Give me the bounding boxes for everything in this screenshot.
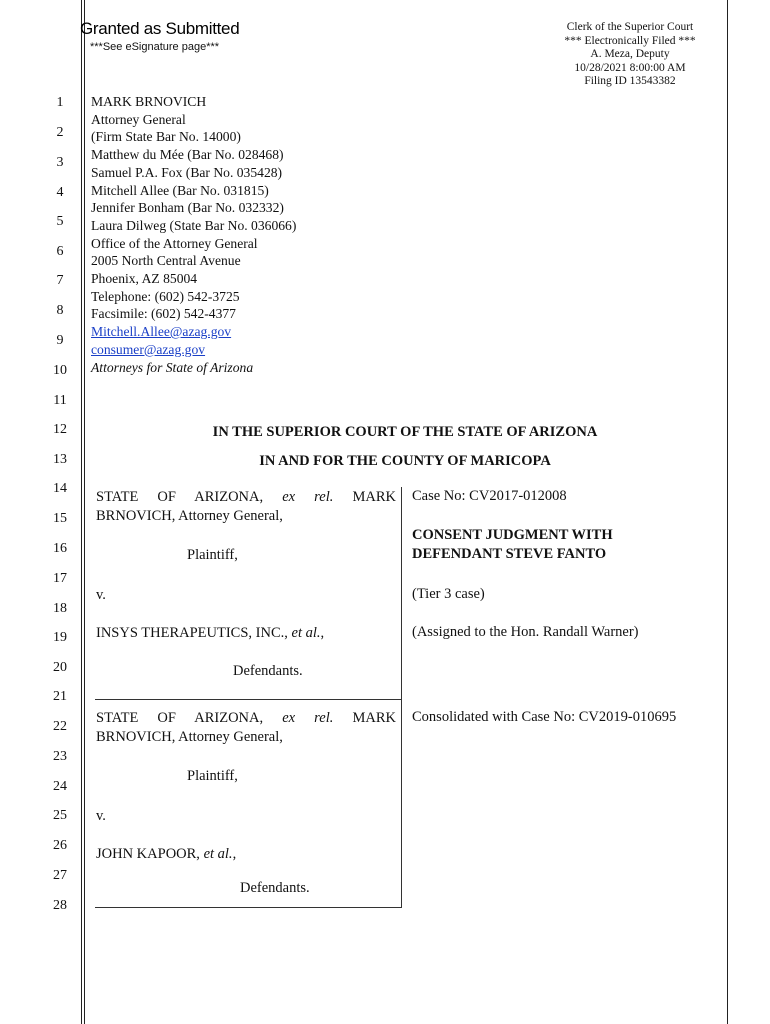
line-number: 14 xyxy=(53,481,67,496)
caption1-defendant: INSYS THERAPEUTICS, INC., et al., xyxy=(96,625,325,641)
attorney-entry: Mitchell Allee (Bar No. 031815) xyxy=(91,182,269,198)
line-number: 5 xyxy=(56,214,64,229)
attorney-entry: Matthew du Mée (Bar No. 028468) xyxy=(91,147,284,163)
line-number: 24 xyxy=(53,779,67,794)
clerk-filing-block xyxy=(540,21,720,89)
line-number: 18 xyxy=(53,601,67,616)
line-number: 16 xyxy=(53,541,67,556)
attorney-general-name: MARK BRNOVICH xyxy=(91,94,207,109)
caption-vertical-rule xyxy=(401,487,402,908)
line-number: 8 xyxy=(56,303,64,318)
county-heading: IN AND FOR THE COUNTY OF MARICOPA xyxy=(259,453,551,469)
deputy: A. Meza, Deputy xyxy=(590,48,670,60)
line-number: 19 xyxy=(53,630,67,645)
filed-date: 10/28/2021 8:00:00 AM xyxy=(574,61,686,74)
city-address: Phoenix, AZ 85004 xyxy=(91,271,198,287)
line-number: 26 xyxy=(53,838,67,853)
right-margin-rule xyxy=(727,0,728,1024)
office-name: Office of the Attorney General xyxy=(91,235,258,251)
caption1-versus: v. xyxy=(96,587,106,603)
firm-bar-number: (Firm State Bar No. 14000) xyxy=(91,129,241,145)
line-number: 15 xyxy=(53,511,67,526)
line-number: 2 xyxy=(56,125,64,140)
line-number: 12 xyxy=(53,422,67,437)
line-number: 13 xyxy=(53,452,67,467)
line-number: 11 xyxy=(53,393,67,408)
line-number: 23 xyxy=(53,749,67,764)
case-number: Case No: CV2017-012008 xyxy=(412,488,567,504)
caption-divider xyxy=(95,699,401,700)
consolidated-case: Consolidated with Case No: CV2019-010695 xyxy=(412,709,677,725)
caption2-defendant-label: Defendants. xyxy=(240,880,310,896)
caption1-plaintiff-label: Plaintiff, xyxy=(187,547,238,563)
attorney-entry: Samuel P.A. Fox (Bar No. 035428) xyxy=(91,164,283,180)
line-number: 6 xyxy=(56,244,64,259)
line-number: 20 xyxy=(53,660,67,675)
attorneys-for: Attorneys for State of Arizona xyxy=(91,359,254,375)
line-number: 4 xyxy=(56,185,64,200)
telephone: Telephone: (602) 542-3725 xyxy=(91,288,240,304)
document-title-line1: CONSENT JUDGMENT WITH xyxy=(412,527,613,543)
clerk-office: Clerk of the Superior Court xyxy=(566,21,694,33)
granted-stamp: Granted as Submitted xyxy=(80,19,240,38)
street-address: 2005 North Central Avenue xyxy=(91,253,241,269)
document-title-line2: DEFENDANT STEVE FANTO xyxy=(412,546,607,562)
attorney-header xyxy=(91,93,296,376)
line-number: 25 xyxy=(53,808,67,823)
email-link-consumer[interactable]: consumer@azag.gov xyxy=(91,341,206,357)
assigned-judge: (Assigned to the Hon. Randall Warner) xyxy=(412,624,639,640)
line-number: 3 xyxy=(56,155,64,170)
line-number: 28 xyxy=(53,898,67,913)
court-heading: IN THE SUPERIOR COURT OF THE STATE OF ARIZONA xyxy=(212,424,598,440)
caption1-plaintiff-line2: BRNOVICH, Attorney General, xyxy=(96,508,283,524)
caption-bottom-rule xyxy=(95,907,401,908)
attorney-entry: Jennifer Bonham (Bar No. 032332) xyxy=(91,200,284,216)
left-margin-rule-inner xyxy=(84,0,85,1024)
facsimile: Facsimile: (602) 542-4377 xyxy=(91,306,236,322)
line-number: 9 xyxy=(56,333,64,348)
email-link-allee[interactable]: Mitchell.Allee@azag.gov xyxy=(91,324,232,340)
caption2-plaintiff-line2: BRNOVICH, Attorney General, xyxy=(96,729,283,745)
line-number: 1 xyxy=(56,95,64,110)
tier: (Tier 3 case) xyxy=(412,586,485,602)
line-number: 21 xyxy=(53,689,67,704)
attorney-entry: Laura Dilweg (State Bar No. 036066) xyxy=(91,217,297,233)
left-margin-rule-outer xyxy=(81,0,82,1024)
line-number: 22 xyxy=(53,719,67,734)
filing-id: Filing ID 13543382 xyxy=(584,75,676,87)
caption2-plaintiff-line1: STATE OF ARIZONA, ex rel. MARK xyxy=(96,710,396,726)
line-number: 10 xyxy=(53,363,67,378)
filed-status: *** Electronically Filed *** xyxy=(564,34,696,47)
esignature-note: ***See eSignature page*** xyxy=(90,41,220,53)
caption2-plaintiff-label: Plaintiff, xyxy=(187,768,238,784)
attorney-general-title: Attorney General xyxy=(91,111,186,127)
line-number: 17 xyxy=(53,571,67,586)
caption1-defendant-label: Defendants. xyxy=(233,663,303,679)
line-number: 27 xyxy=(53,868,67,883)
caption1-plaintiff-line1: STATE OF ARIZONA, ex rel. MARK xyxy=(96,489,396,505)
line-number: 7 xyxy=(56,273,64,288)
caption2-defendant: JOHN KAPOOR, et al., xyxy=(96,846,237,862)
caption2-versus: v. xyxy=(96,808,106,824)
